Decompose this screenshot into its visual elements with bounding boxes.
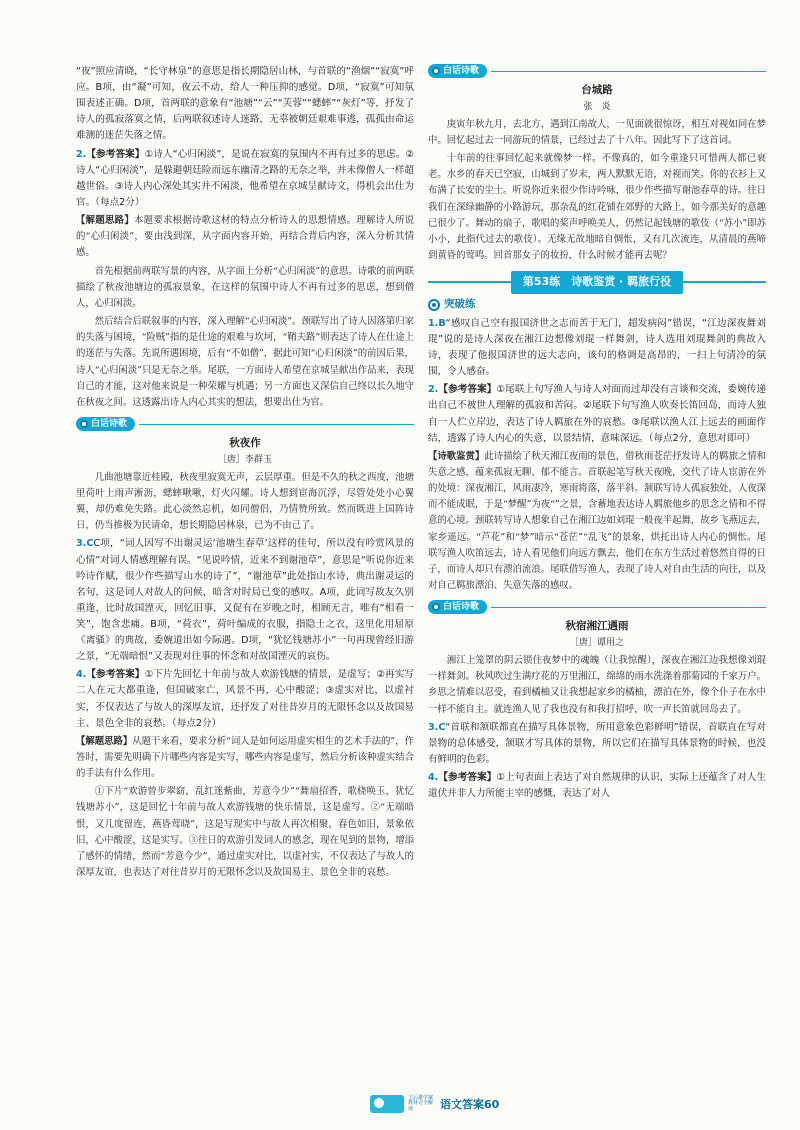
question-number: 2. <box>76 148 87 160</box>
page-number-label: 语文答案60 <box>440 1098 500 1111</box>
solution-thinking <box>76 734 414 783</box>
left-column <box>76 64 414 883</box>
banner-rule <box>139 424 414 425</box>
answer-tag: 【参考答案】 <box>438 772 497 784</box>
poem-translation: 湘江上笼罩的阴云锁住夜梦中的魂魄（让我惊醒），深夜在湘江边我想像刘琨一样舞剑。秋风吹过生满疗花的万里湘江，绵绵的雨水洗涤着那菊园的千家万户。乡思之情难以忍受，看到橘柚又让我想起家乡的橘柚，漂泊在外，像个仆子在水中一样不能自主。就连渔人见了我也没有和我打招呼，吹一声长笛就回岛去了。 <box>428 655 766 715</box>
question-number: 1.B <box>428 317 446 329</box>
vernacular-poem-banner <box>428 600 766 614</box>
section-title <box>428 272 766 292</box>
appreciation-text: 此诗描绘了秋天湘江夜雨的景色，借秋雨苍茫抒发诗人的羁旅之情和失意之感，蕴来孤寂无聊、郁不能言。首联起笔写秋天夜晚，交代了诗人宦游在外的处境：深夜湘江，风雨凄冷，寒雨将落，落半斜。颔联写诗人孤寂独处，人夜深而不能成眠，于是“梦醒”为夜“”之景，含蓄地表达诗人羁旅他乡的思念之情和不得意的心境。颈联转写诗人想象自己在湘江边如刘琨一般夜半起舞，故乡飞燕远去，家乡遥远。“芦花”和“梦”暗示“苍茫”“乱飞”的景象，烘托出诗人内心的惆怅。尾联写渔人吹笛远去，诗人看见他们向远方飘去，他们在东方生活过着悠然自得的日子，而诗人却只有漂泊流浪。尾联借写渔人，表现了诗人对自由生活的向往，以及对自己羁旅漂泊、失意失落的感叹。 <box>428 450 766 592</box>
question-number: 2. <box>428 384 439 396</box>
answer-r3 <box>428 720 766 768</box>
solution-paragraph: ①下片“欢游曾步翠窈，乱红迷紫曲，芳意今少”“舞扇招香，歌桡唤玉，犹忆钱塘苏小”，这是回忆十年前与故人欢游钱塘的快乐情景，这是虚写。②“无端暗恨，又几度留连，燕昏莺晓”，这是写现实中与故人再次相聚，春色如旧，景象依旧，心中酸涩，这是实写。③往日的欢游引发词人的感念，现在见到的景物，增添了感怀的情绪，然而“芳意今少”，通过虚实对比，以虚衬实，不仅表达了与故人的深厚友谊，也表达了对往昔岁月的无限怀念以及故国易主、景色全非的哀愁。 <box>76 786 414 879</box>
poem-appreciation <box>428 449 766 595</box>
answer-r2 <box>428 382 766 446</box>
poem-title: 台城路 <box>581 84 613 96</box>
banner-pill <box>428 64 487 78</box>
practice-heading-label: 突破练 <box>444 298 476 311</box>
answer-text: “首联和颔联都直在描写具体景物，所用意象色彩鲜明”错误，首联直在写对景物的总体感受，颔联才写具体的景物，所以它们在描写具体景物的时候，也没有鲜明的色彩。 <box>428 721 766 765</box>
answer-text: ①下片先回忆十年前与故人欢游钱塘的情景，是虚写；②再实写二人在元大都重逢，但国破家亡，风景不再，心中酸涩；③虚实对比，以虚衬实，不仅表达了与故人的深厚友谊，还抒发了对往昔岁月的无限怀念以及故国易主、景色全非的哀愁。（每点2分） <box>76 669 415 729</box>
banner-rule <box>491 71 766 72</box>
answer-r4 <box>428 770 766 802</box>
poem-translation: 十年前的往事回忆起来就像梦一样。不像真的，如今重逢只可惜两人都已衰老。水乡的春天已空寂，山城到了岁末，两人默默无语，对视而笑。你的衣衫上又布满了长安的尘土。听说你近来很少作诗吟咏，很少作些描写谢池春草的诗。往日我们在深绿幽静的小路游玩，那杂乱的红花铺在郊野的大路上，如今那美好的意趣已很少了。舞动的扇子，歌唱的桨声呼唤美人，仍然记起钱塘的歌伎（“苏小”即苏小小，此指代过去的歌伎）。无缘无故地暗自惆怅，又有几次流连，从清晨的燕啼到黄昏的莺鸣。回首那女子的妆扮，什么时候才能再去呢？ <box>428 153 766 262</box>
banner-pill <box>428 600 487 614</box>
banner-rule <box>491 607 766 608</box>
poem-title: 秋宿湘江遇雨 <box>565 620 629 633</box>
answer-paragraph: “夜”照应清晓，“长守林泉”的意思是指长期隐居山林，与首联的“渔烟”“寂寞”呼应。B项，由“凝”可知，夜云不动，给人一种压抑的感觉。D项，“寂寞”可知氛围表述正确。D项，首两联的意象有“池塘”“云”“芙蓉”“蟋蟀”“灰灯”等，抒发了诗人的孤寂落寞之情，后两联叙述诗人迷路，无辜被朝廷艰难事逃，孤孤由命运难测的迷茫失落之情。 <box>76 66 414 142</box>
answer-text: ①上句表面上表达了对自然规律的认识，实际上还蕴含了对人生道伏并非人力所能主宰的感慨，表达了对人 <box>428 772 766 800</box>
solution-thinking <box>76 213 414 262</box>
poem-author: ［唐］李群玉 <box>217 454 272 465</box>
banner-pill <box>76 417 135 431</box>
appreciation-tag: 【诗歌鉴赏】 <box>428 450 485 462</box>
question-number: 4. <box>76 669 87 681</box>
answer-text: “感叹自己空有报国济世之志而苦于无门，超发病闷”错误，“江边深夜舞刘琨”说的是诗人深夜在湘江边想像刘琨一样舞剑，诗人选用刘琨舞剑的典故入诗，表现了他报国济世的远大志向，该句的格调是高昂的，一扫上句清冷的氛围，令人感奋。 <box>428 317 766 378</box>
bullet-icon <box>80 420 88 428</box>
answer-text: C项，“词人因写不出谢灵运‘池塘生春草’这样的佳句，所以没有吟赏风景的心情”对词人情感理解有误。“见说吟情，近来不到谢池草”，意思是“听说你近来吟诗作赋，很少作些描写山水的诗了”，“谢池草”此处指山水诗，典出谢灵运的名句，这是词人对故人的问候，暗含对时局已变的感叹。A项，此词写故友久别重逢，比时故国湮灭，回忆旧事，又促有在岁晚之时，相顾无言，唯有“相看一笑”，饱含悲痛。B项，“荷衣”，荷叶编成的衣服，指隐士之衣，这里化用屈原《离骚》的典故，委婉道出如今际遇。D项，“犹忆钱塘苏小”一句再现曾经旧游之景，“无端暗恨”又表现对往事的怀念和对故国湮灭的哀伤。 <box>76 538 414 663</box>
publisher-logo-icon <box>370 1095 404 1113</box>
question-number: 3.C <box>76 538 94 550</box>
poem-intro: 庚寅年秋九月，去北方，遇到江南故人，一见面就很惊讶，相互对视如同在梦中。回忆起过去一同游玩的情景，已经过去了十八年。因此写下了这首词。 <box>428 118 766 146</box>
target-icon <box>428 299 440 311</box>
answer-tag: 【参考答案】 <box>86 148 145 160</box>
banner-label: 白话诗歌 <box>443 66 480 76</box>
banner-label: 白话诗歌 <box>91 419 128 430</box>
poem-translation: 几曲池塘靠近桂殿，秋夜里寂寞无声，云层厚重。但是不久的秋之西度，池塘里荷叶上雨声淅沥，蟋蟀啾啾，灯火闪耀。诗人想到宦海沉浮，尽管处处小心翼翼，却仍难免失路。此心淡然忘机，如同僧侣，乃情赞所致。然而既进上国阵诗日，仍当推极为民请命，想长期隐居林泉，已为不由己了。 <box>76 471 414 532</box>
solution-paragraph: 首先根据前两联写景的内容，从字面上分析“心归闲淡”的意思。诗歌的前两联描绘了秋夜池塘边的孤寂景象，在这样的氛围中诗人不再有过多的思虑，想到僧人，心归闲淡。 <box>76 265 414 309</box>
answer-q2 <box>76 147 414 211</box>
solution-tag: 【解题思路】 <box>76 214 134 226</box>
answer-r1 <box>428 316 766 380</box>
poem-author: 张 炎 <box>583 101 611 112</box>
footer-series-text: 王后雄学案 教材完全解读 <box>408 1094 434 1112</box>
question-number: 4. <box>428 772 439 784</box>
banner-label: 白话诗歌 <box>443 602 480 613</box>
section-label: 第53练 诗歌鉴赏 · 羁旅行役 <box>511 271 683 293</box>
answer-tag: 【参考答案】 <box>86 669 145 681</box>
answer-tag: 【参考答案】 <box>438 384 497 396</box>
answer-q3 <box>76 536 414 665</box>
vernacular-poem-banner <box>428 64 766 78</box>
solution-paragraph: 然后结合后联叙事的内容，深入理解“心归闲淡”。颈联写出了诗人因落第归家的失落与困境，“险贼”指的是仕途的艰难与坎坷，“鞘夫路”则表达了诗人在仕途上的迷茫与失落。先说所遇困境，后有“不如僧”，据此可知“心归闲淡”的前因后果，诗人“心归闲淡”只是无奈之举。尾联，一方面诗人希望在京城呈献出作品来，表现自己的才能，这对他来说是一种荣耀与机遇；另一方面也又深信自己终以长久地守在秋夜之间。这透露出诗人内心其实的想法，想要出仕为官。 <box>76 316 414 408</box>
practice-heading <box>428 296 766 314</box>
answer-q4 <box>76 667 414 731</box>
vernacular-poem-banner <box>76 417 414 431</box>
solution-tag: 【解题思路】 <box>76 735 133 747</box>
page-footer <box>370 1095 499 1113</box>
question-number: 3.C <box>428 721 446 733</box>
answer-text: ①诗人“心归闲淡”，是说在寂寞的氛围内不再有过多的思虑。②诗人“心归闲淡”，是躲避朝廷险而远东幽清之路的无奈之举，并未像僧人一样超越世俗。③诗人内心深处其实并不闲淡，他希望在京城呈献诗文，得机会出仕为官。（每点2分） <box>76 148 414 208</box>
bullet-icon <box>432 603 440 611</box>
poem-title: 秋夜作 <box>229 437 261 450</box>
right-column <box>428 64 766 804</box>
solution-text: 本题要求根据诗歌这材的特点分析诗人的思想情感。理解诗人所说的“心归闲淡”，要由浅到深，从字面内容开始，再结合背后内容，深入分析其情感。 <box>76 214 414 259</box>
poem-author: ［唐］谭用之 <box>569 637 624 648</box>
solution-text: 从题干来看，要求分析“词人是如何运用虚实相生的艺术手法的”，作答时，需要先明确下片哪些内容是实写，哪些内容是虚写，然后分析该种虚实结合的手法有什么作用。 <box>76 735 414 780</box>
bullet-icon <box>432 67 440 75</box>
answer-text: ①尾联上句写渔人与诗人对面而过却没有言谈和交流，委婉传递出自己不被世人理解的孤寂和苦闷。②尾联下句写渔人吹奏长笛回岛，而诗人独自一人伫立岸边，表达了诗人羁旅在外的哀愁。③尾联以渔人江上远去的画面作结，透露了诗人内心的失意，以景结情，意味深远。（每点2分，意思对即可） <box>428 384 766 444</box>
